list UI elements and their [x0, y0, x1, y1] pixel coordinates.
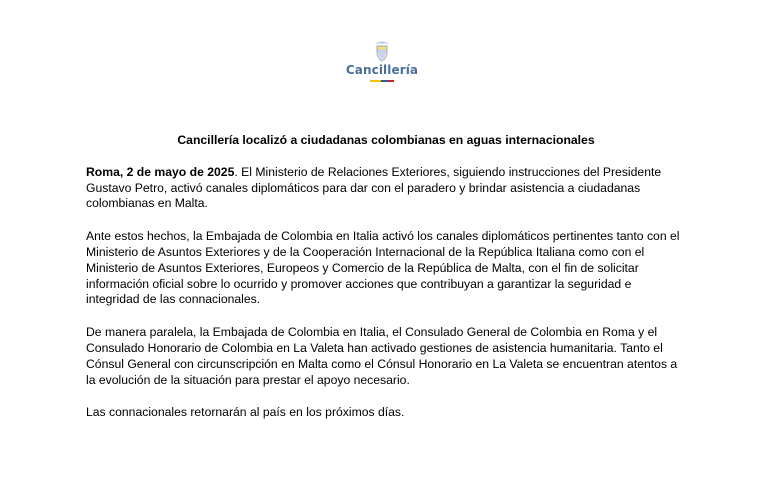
- cancilleria-logo: [343, 40, 421, 82]
- colombia-coat-of-arms-icon: [373, 40, 391, 62]
- press-release-title: Cancillería localizó a ciudadanas colombianas en aguas internacionales: [177, 133, 595, 147]
- paragraph-1-body: . El Ministerio de Relaciones Exteriores, siguiendo instrucciones del Presidente Gustavo Petro, activó canales diplomáticos para dar con el paradero y brindar asistencia a ciudadanas colombianas en Malta.: [86, 164, 662, 211]
- paragraph-4: Las connacionales retornarán al país en los próximos días.: [86, 405, 405, 420]
- paragraph-2: Ante estos hechos, la Embajada de Colombia en Italia activó los canales diplomáticos pertinentes tanto con el Ministerio de Asuntos Exteriores y de la Cooperación Internacional de la República Italiana como con el Ministerio de Asuntos Exteriores, Europeos y Comercio de la República de Malta, con el fin de solicitar información oficial sobre lo ocurrido y promover acciones que contribuyan a garantizar la seguridad e integridad de las connacionales.: [86, 229, 680, 307]
- press-release: [86, 133, 686, 438]
- paragraph-3: De manera paralela, la Embajada de Colombia en Italia, el Consulado General de Colombia en Roma y el Consulado Honorario de Colombia en La Valeta han activado gestiones de asistencia humanitaria. Tanto el Cónsul General con circunscripción en Malta como el Cónsul Honorario en La Valeta se encuentran atentos a la evolución de la situación para prestar el apoyo necesario.: [86, 325, 678, 387]
- paragraph-1: [86, 165, 686, 212]
- flag-color-bar: [370, 80, 394, 82]
- logo-text: Cancillería: [345, 63, 419, 77]
- dateline: Roma, 2 de mayo de 2025: [86, 164, 235, 179]
